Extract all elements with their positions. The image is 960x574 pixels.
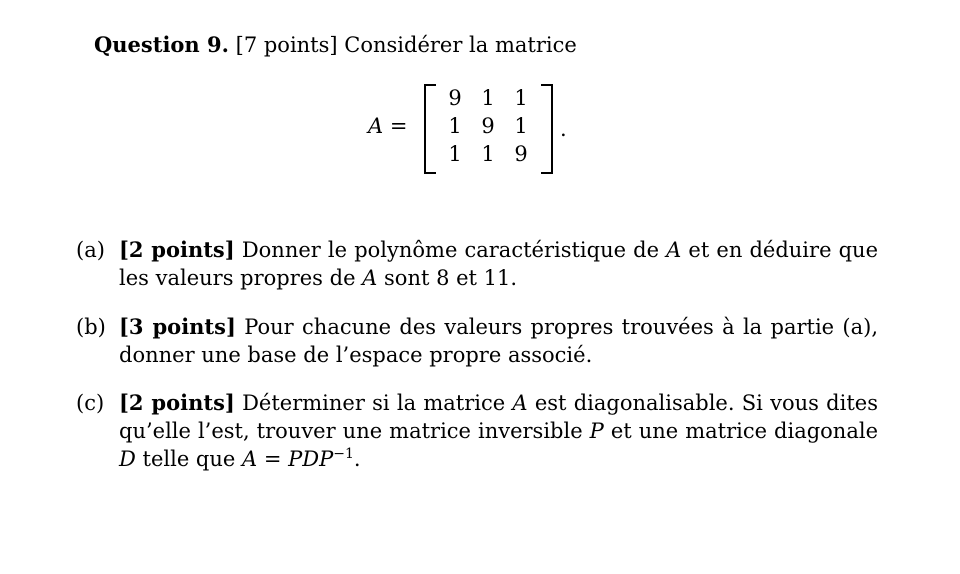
question-title: Question 9.: [94, 32, 229, 57]
math-var: A: [242, 447, 258, 471]
part-a-label: (a): [76, 238, 105, 262]
matrix-cell: 1: [448, 114, 462, 138]
part-b-label: (b): [76, 315, 106, 339]
part-c-seg: telle que: [135, 447, 242, 471]
matrix-cell: 1: [481, 142, 495, 166]
right-bracket: [541, 84, 553, 174]
matrix-cell: 1: [514, 86, 528, 110]
part-a-seg: Donner le polynôme caractéristique de: [241, 238, 667, 262]
part-b: [76, 313, 878, 369]
matrix-cell: 1: [514, 114, 528, 138]
matrix-cell: 9: [481, 114, 495, 138]
part-c-seg: est diagonalisable. Si vous dites qu’elle l’est, trouver une matrice inversible: [119, 391, 878, 443]
matrix-cell: 9: [448, 86, 462, 110]
matrix-cell: 1: [448, 142, 462, 166]
part-c-seg: et une matrice diagonale: [603, 419, 878, 443]
part-c-text: [119, 389, 878, 473]
matrix-grid: [438, 84, 538, 172]
matrix-name: A: [368, 114, 384, 138]
math-exponent: −1: [333, 446, 354, 462]
part-b-body: Pour chacune des valeurs propres trouvées à la partie (a), donner une base de l’espace propre associé.: [119, 315, 878, 367]
question-header: [94, 30, 577, 60]
matrix-display: [368, 84, 588, 172]
math-var: A: [512, 391, 528, 415]
part-b-points: [3 points]: [119, 314, 236, 339]
math-var: A: [666, 238, 682, 262]
part-a-points: [2 points]: [119, 237, 235, 262]
part-c-seg: Déterminer si la matrice: [242, 391, 513, 415]
matrix-cell: 9: [514, 142, 528, 166]
part-a-text: [119, 236, 878, 292]
part-c-points: [2 points]: [119, 390, 235, 415]
matrix-label: [368, 111, 407, 141]
part-a-seg: et en déduire que les valeurs propres de: [119, 238, 878, 290]
matrix-period: .: [560, 117, 567, 141]
math-var: A: [362, 266, 378, 290]
question-points: [7 points]: [235, 33, 338, 57]
part-a-seg: sont 8 et 11.: [377, 266, 518, 290]
part-c: [76, 389, 878, 473]
question-intro: Considérer la matrice: [344, 33, 577, 57]
part-a: [76, 236, 878, 292]
part-c-label: (c): [76, 391, 105, 415]
part-c-seg: .: [353, 447, 361, 471]
math-var: D: [119, 447, 136, 471]
math-expr: PDP: [288, 447, 334, 471]
math-equals: =: [257, 447, 289, 471]
matrix-equals: =: [389, 114, 408, 138]
part-b-text: [119, 313, 878, 369]
left-bracket: [424, 84, 436, 174]
matrix-cell: 1: [481, 86, 495, 110]
math-var: P: [589, 419, 604, 443]
